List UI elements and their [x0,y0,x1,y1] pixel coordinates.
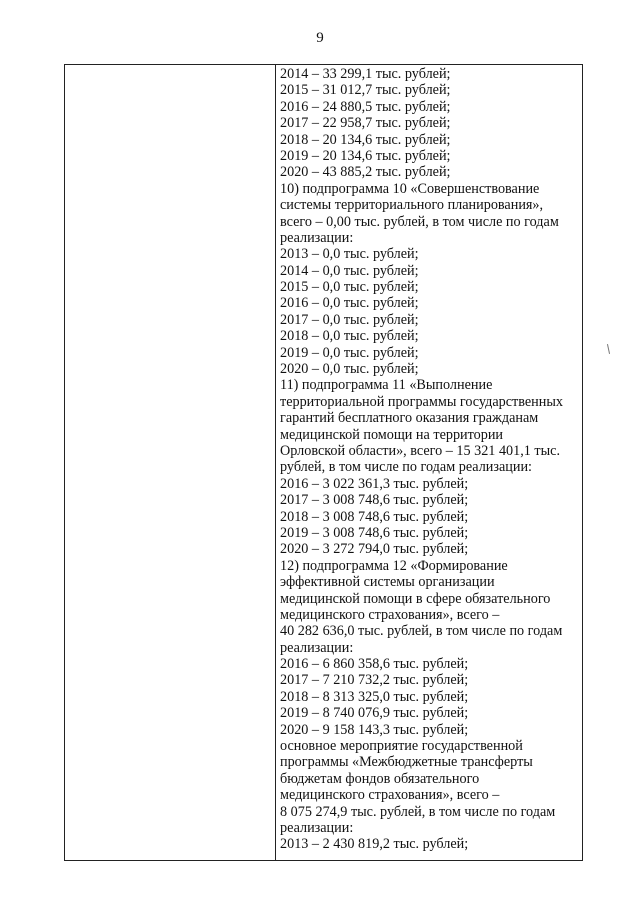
text-line: 2020 – 0,0 тыс. рублей; [280,361,419,378]
text-line: 2016 – 3 022 361,3 тыс. рублей; [280,475,469,492]
text-line: 2018 – 20 134,6 тыс. рублей; [280,131,451,148]
text-line: 8 075 274,9 тыс. рублей, в том числе по годам [280,803,556,820]
document-table [64,64,583,861]
text-line: бюджетам фондов обязательного [280,770,480,787]
text-line: 12) подпрограмма 12 «Формирование [280,557,508,574]
text-line: 2020 – 43 885,2 тыс. рублей; [280,164,451,181]
page-number: 9 [316,30,324,46]
text-line: 2019 – 3 008 748,6 тыс. рублей; [280,524,469,541]
text-line: 2017 – 3 008 748,6 тыс. рублей; [280,492,469,509]
text-line: 11) подпрограмма 11 «Выполнение [280,377,493,394]
text-line: 2013 – 0,0 тыс. рублей; [280,246,419,263]
text-line: медицинского страхования», всего – [280,787,500,804]
text-line: территориальной программы государственных [280,393,563,410]
text-line: 2014 – 0,0 тыс. рублей; [280,262,419,279]
column-divider [275,65,276,860]
text-line: реализации: [280,229,354,246]
text-line: всего – 0,00 тыс. рублей, в том числе по годам [280,213,559,230]
text-line: 2017 – 0,0 тыс. рублей; [280,311,419,328]
text-line: 2017 – 22 958,7 тыс. рублей; [280,115,451,132]
table-left-column [65,65,275,860]
text-line: 2016 – 6 860 358,6 тыс. рублей; [280,656,469,673]
text-line: 2015 – 0,0 тыс. рублей; [280,279,419,296]
text-line: медицинской помощи в сфере обязательного [280,590,551,607]
text-line: 2017 – 7 210 732,2 тыс. рублей; [280,672,469,689]
text-line: Орловской области», всего – 15 321 401,1 тыс. [280,442,560,459]
text-line: реализации: [280,819,354,836]
text-line: 2018 – 0,0 тыс. рублей; [280,328,419,345]
text-line: 2019 – 8 740 076,9 тыс. рублей; [280,705,469,722]
text-line: 2016 – 0,0 тыс. рублей; [280,295,419,312]
text-line: медицинского страхования», всего – [280,606,500,623]
text-line: реализации: [280,639,354,656]
text-line: эффективной системы организации [280,574,495,591]
text-line: 40 282 636,0 тыс. рублей, в том числе по годам [280,623,563,640]
text-line: медицинской помощи на территории [280,426,504,443]
table-right-column [280,66,580,853]
text-line: гарантий бесплатного оказания гражданам [280,410,539,427]
text-line: 2019 – 20 134,6 тыс. рублей; [280,147,451,164]
text-line: 2015 – 31 012,7 тыс. рублей; [280,82,451,99]
text-line: рублей, в том числе по годам реализации: [280,459,532,476]
scan-artifact [607,344,610,354]
text-line: 2013 – 2 430 819,2 тыс. рублей; [280,836,469,853]
text-line: основное мероприятие государственной [280,738,523,755]
text-line: 2019 – 0,0 тыс. рублей; [280,344,419,361]
text-line: программы «Межбюджетные трансферты [280,754,533,771]
text-line: 2018 – 3 008 748,6 тыс. рублей; [280,508,469,525]
text-line: 10) подпрограмма 10 «Совершенствование [280,180,540,197]
text-line: 2016 – 24 880,5 тыс. рублей; [280,98,451,115]
text-line: 2020 – 9 158 143,3 тыс. рублей; [280,721,469,738]
text-line: системы территориального планирования», [280,197,544,214]
text-line: 2014 – 33 299,1 тыс. рублей; [280,66,451,82]
text-line: 2020 – 3 272 794,0 тыс. рублей; [280,541,469,558]
text-line: 2018 – 8 313 325,0 тыс. рублей; [280,688,469,705]
